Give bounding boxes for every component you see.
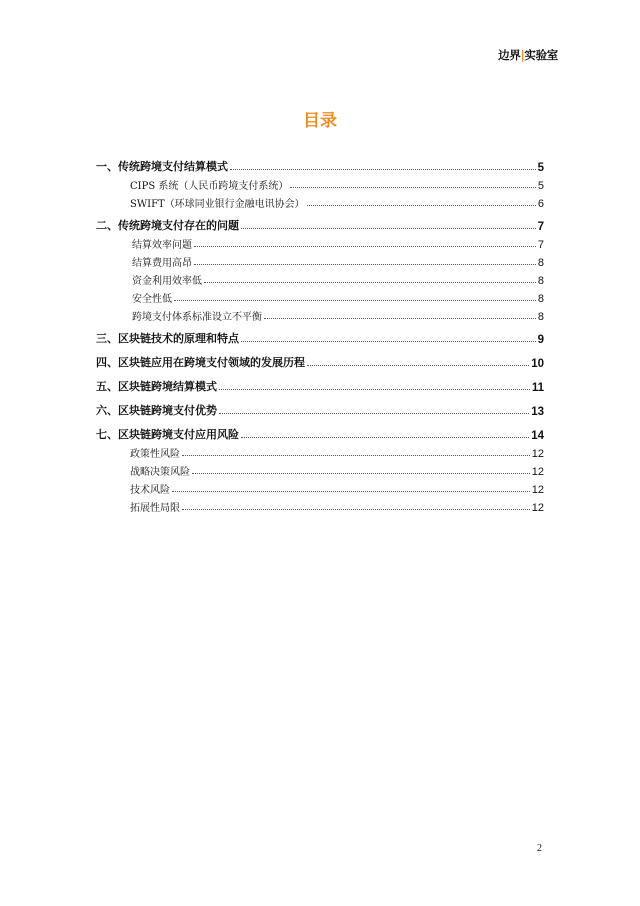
toc-entry-page: 5 bbox=[537, 162, 544, 174]
toc-entry-page: 12 bbox=[531, 466, 544, 478]
toc-subentry[interactable] bbox=[96, 192, 544, 210]
toc-subentry[interactable] bbox=[96, 460, 544, 478]
dot-leader bbox=[241, 437, 529, 438]
toc-entry-label: 跨境支付体系标准设立不平衡 bbox=[132, 312, 262, 323]
dot-leader bbox=[182, 509, 530, 510]
toc-subentry[interactable] bbox=[96, 305, 544, 323]
toc-entry-3[interactable] bbox=[96, 328, 544, 346]
toc-entry-6[interactable] bbox=[96, 400, 544, 418]
toc-entry-label: 一、传统跨境支付结算模式 bbox=[96, 160, 228, 173]
toc-entry-5[interactable] bbox=[96, 376, 544, 394]
toc-entry-label: 结算费用高昂 bbox=[132, 258, 192, 269]
toc-entry-page: 6 bbox=[537, 198, 544, 210]
toc-entry-label: 资金利用效率低 bbox=[132, 276, 202, 287]
toc-entry-page: 8 bbox=[537, 257, 544, 269]
dot-leader bbox=[194, 246, 536, 247]
toc-entry-page: 12 bbox=[531, 448, 544, 460]
toc-entry-page: 7 bbox=[537, 239, 544, 251]
toc-subentry[interactable] bbox=[96, 478, 544, 496]
toc-subentry[interactable] bbox=[96, 233, 544, 251]
toc-subentry[interactable] bbox=[96, 287, 544, 305]
toc-entry-label: 政策性风险 bbox=[130, 449, 180, 460]
toc-entry-label: SWIFT（环球同业银行金融电讯协会） bbox=[130, 199, 305, 210]
toc-entry-page: 9 bbox=[537, 334, 544, 346]
toc-subentry[interactable] bbox=[96, 496, 544, 514]
logo-accent: | bbox=[520, 48, 525, 62]
toc-entry-page: 13 bbox=[531, 406, 544, 418]
toc-entry-page: 7 bbox=[537, 221, 544, 233]
toc-entry-7[interactable] bbox=[96, 424, 544, 442]
dot-leader bbox=[204, 282, 536, 283]
dot-leader bbox=[194, 264, 536, 265]
toc-entry-label: 结算效率问题 bbox=[132, 240, 192, 251]
toc-entry-label: 拓展性局限 bbox=[130, 503, 180, 514]
toc-entry-2[interactable] bbox=[96, 215, 544, 233]
toc-entry-label: 二、传统跨境支付存在的问题 bbox=[96, 219, 239, 232]
dot-leader bbox=[182, 455, 530, 456]
dot-leader bbox=[230, 169, 536, 170]
toc-entry-label: 战略决策风险 bbox=[130, 467, 190, 478]
toc-entry-page: 11 bbox=[531, 382, 544, 394]
toc-entry-label: CIPS 系统（人民币跨境支付系统） bbox=[130, 181, 289, 192]
logo-part2: 实验室 bbox=[524, 48, 558, 62]
dot-leader bbox=[174, 300, 536, 301]
toc-entry-page: 8 bbox=[537, 311, 544, 323]
toc-subentry[interactable] bbox=[96, 174, 544, 192]
dot-leader bbox=[241, 228, 536, 229]
dot-leader bbox=[290, 187, 536, 188]
toc-subentry[interactable] bbox=[96, 269, 544, 287]
toc-subentry[interactable] bbox=[96, 251, 544, 269]
toc-entry-page: 14 bbox=[531, 430, 544, 442]
toc-entry-4[interactable] bbox=[96, 352, 544, 370]
toc-entry-page: 12 bbox=[531, 502, 544, 514]
dot-leader bbox=[172, 491, 530, 492]
page-number: 2 bbox=[537, 843, 542, 854]
toc-entry-label: 安全性低 bbox=[132, 294, 172, 305]
toc-subentry[interactable] bbox=[96, 442, 544, 460]
dot-leader bbox=[241, 341, 536, 342]
toc-entry-page: 8 bbox=[537, 275, 544, 287]
toc-title: 目录 bbox=[303, 111, 337, 131]
toc-entry-1[interactable] bbox=[96, 156, 544, 174]
toc-entry-page: 10 bbox=[531, 358, 544, 370]
toc-entry-label: 技术风险 bbox=[130, 485, 170, 496]
dot-leader bbox=[307, 205, 536, 206]
toc-entry-label: 四、区块链应用在跨境支付领域的发展历程 bbox=[96, 356, 305, 369]
dot-leader bbox=[307, 365, 529, 366]
dot-leader bbox=[192, 473, 530, 474]
toc-entry-label: 五、区块链跨境结算模式 bbox=[96, 380, 217, 393]
toc-entry-page: 5 bbox=[537, 180, 544, 192]
toc-entry-label: 七、区块链跨境支付应用风险 bbox=[96, 428, 239, 441]
toc-entry-label: 三、区块链技术的原理和特点 bbox=[96, 332, 239, 345]
toc-entry-label: 六、区块链跨境支付优势 bbox=[96, 404, 217, 417]
dot-leader bbox=[264, 318, 536, 319]
table-of-contents bbox=[96, 156, 544, 514]
brand-logo bbox=[498, 47, 558, 63]
logo-part1: 边界 bbox=[498, 48, 521, 62]
dot-leader bbox=[219, 389, 530, 390]
toc-entry-page: 8 bbox=[537, 293, 544, 305]
toc-entry-page: 12 bbox=[531, 484, 544, 496]
dot-leader bbox=[219, 413, 529, 414]
